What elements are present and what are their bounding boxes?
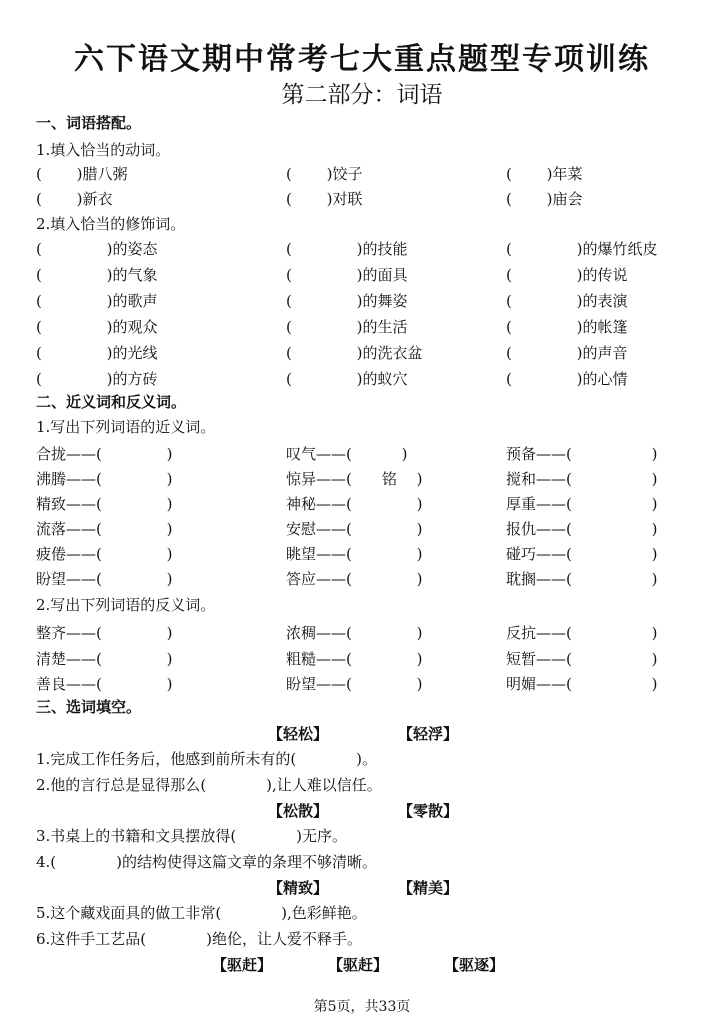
s1-q2-row <box>36 238 706 259</box>
word-blank[interactable]: 流落——( ) <box>36 520 173 538</box>
word-choice: 【松散】 <box>268 802 329 820</box>
fill-sentence[interactable]: 6.这件手工艺品( )绝伦，让人爱不释手。 <box>36 930 363 948</box>
section-1-heading: 一、词语搭配。 <box>36 114 142 132</box>
word-choice: 【轻松】 <box>268 725 329 743</box>
word-blank[interactable]: 沸腾——( ) <box>36 470 173 488</box>
word-blank[interactable]: 耽搁——( ) <box>506 570 658 588</box>
word-choice: 【精美】 <box>398 879 459 897</box>
blank-item[interactable]: ( )的声音 <box>506 344 628 362</box>
blank-item[interactable]: ( )的方砖 <box>36 370 158 388</box>
page-title: 六下语文期中常考七大重点题型专项训练 <box>74 42 650 77</box>
fill-sentence[interactable]: 5.这个藏戏面具的做工非常( ),色彩鲜艳。 <box>36 904 367 922</box>
s2-question-2: 2.写出下列词语的反义词。 <box>36 596 216 614</box>
blank-item[interactable]: ( )的舞姿 <box>286 292 408 310</box>
s2-q1-row <box>36 493 706 514</box>
word-blank[interactable]: 明媚——( ) <box>506 675 658 693</box>
word-blank[interactable]: 报仇——( ) <box>506 520 658 538</box>
word-blank[interactable]: 厚重——( ) <box>506 495 658 513</box>
blank-item[interactable]: ( )的爆竹纸皮 <box>506 240 658 258</box>
blank-item[interactable]: ( )的心情 <box>506 370 628 388</box>
blank-item[interactable]: ( )的表演 <box>506 292 628 310</box>
section-3-heading: 三、选词填空。 <box>36 698 142 716</box>
word-blank[interactable]: 安慰——( ) <box>286 520 423 538</box>
word-blank[interactable]: 搅和——( ) <box>506 470 658 488</box>
word-blank[interactable]: 叹气——( ) <box>286 445 408 463</box>
blank-item[interactable]: ( )庙会 <box>506 190 583 208</box>
blank-item[interactable]: ( )对联 <box>286 190 363 208</box>
s1-q1-row <box>36 163 706 184</box>
blank-item[interactable]: ( )的姿态 <box>36 240 158 258</box>
s1-question-1: 1.填入恰当的动词。 <box>36 141 171 159</box>
s1-q1-row <box>36 188 706 209</box>
word-blank[interactable]: 善良——( ) <box>36 675 173 693</box>
s1-question-2: 2.填入恰当的修饰词。 <box>36 215 186 233</box>
word-blank[interactable]: 整齐——( ) <box>36 624 173 642</box>
s1-q2-row <box>36 264 706 285</box>
word-blank[interactable]: 清楚——( ) <box>36 650 173 668</box>
word-choice: 【驱逐】 <box>444 956 505 974</box>
word-blank[interactable]: 惊异——( 铭 ) <box>286 470 423 488</box>
blank-item[interactable]: ( )的蚁穴 <box>286 370 408 388</box>
word-blank[interactable]: 浓稠——( ) <box>286 624 423 642</box>
blank-item[interactable]: ( )的帐篷 <box>506 318 628 336</box>
word-blank[interactable]: 合拢——( ) <box>36 445 173 463</box>
word-blank[interactable]: 眺望——( ) <box>286 545 423 563</box>
s2-q1-row <box>36 568 706 589</box>
word-blank[interactable]: 碰巧——( ) <box>506 545 658 563</box>
fill-sentence[interactable]: 1.完成工作任务后，他感到前所未有的( )。 <box>36 750 378 768</box>
word-blank[interactable]: 精致——( ) <box>36 495 173 513</box>
s2-q2-row <box>36 648 706 669</box>
s2-q2-row <box>36 622 706 643</box>
blank-item[interactable]: ( )的面具 <box>286 266 408 284</box>
word-blank[interactable]: 盼望——( ) <box>36 570 173 588</box>
s2-q1-row <box>36 518 706 539</box>
s2-q1-row <box>36 543 706 564</box>
word-choice: 【驱赶】 <box>328 956 389 974</box>
s2-question-1: 1.写出下列词语的近义词。 <box>36 418 216 436</box>
blank-item[interactable]: ( )的观众 <box>36 318 158 336</box>
blank-item[interactable]: ( )的光线 <box>36 344 158 362</box>
word-blank[interactable]: 短暂——( ) <box>506 650 658 668</box>
word-blank[interactable]: 反抗——( ) <box>506 624 658 642</box>
s1-q2-row <box>36 316 706 337</box>
word-blank[interactable]: 预备——( ) <box>506 445 658 463</box>
word-blank[interactable]: 答应——( ) <box>286 570 423 588</box>
word-blank[interactable]: 疲倦——( ) <box>36 545 173 563</box>
blank-item[interactable]: ( )腊八粥 <box>36 165 128 183</box>
blank-item[interactable]: ( )的歌声 <box>36 292 158 310</box>
page-footer: 第5页，共33页 <box>313 999 411 1015</box>
blank-item[interactable]: ( )新衣 <box>36 190 113 208</box>
word-choice: 【精致】 <box>268 879 329 897</box>
blank-item[interactable]: ( )的生活 <box>286 318 408 336</box>
word-blank[interactable]: 盼望——( ) <box>286 675 423 693</box>
fill-sentence[interactable]: 2.他的言行总是显得那么( ),让人难以信任。 <box>36 776 382 794</box>
word-choice: 【轻浮】 <box>398 725 459 743</box>
page-subtitle: 第二部分：词语 <box>281 82 443 108</box>
blank-item[interactable]: ( )饺子 <box>286 165 363 183</box>
blank-item[interactable]: ( )的技能 <box>286 240 408 258</box>
s1-q2-row <box>36 368 706 389</box>
s2-q2-row <box>36 673 706 694</box>
blank-item[interactable]: ( )的气象 <box>36 266 158 284</box>
section-2-heading: 二、近义词和反义词。 <box>36 393 187 411</box>
s1-q2-row <box>36 290 706 311</box>
word-choice: 【零散】 <box>398 802 459 820</box>
blank-item[interactable]: ( )的传说 <box>506 266 628 284</box>
word-blank[interactable]: 粗糙——( ) <box>286 650 423 668</box>
s1-q2-row <box>36 342 706 363</box>
fill-sentence[interactable]: 3.书桌上的书籍和文具摆放得( )无序。 <box>36 827 348 845</box>
s2-q1-row <box>36 468 706 489</box>
blank-item[interactable]: ( )的洗衣盆 <box>286 344 423 362</box>
fill-sentence[interactable]: 4.( )的结构使得这篇文章的条理不够清晰。 <box>36 853 378 871</box>
word-choice: 【驱赶】 <box>212 956 273 974</box>
blank-item[interactable]: ( )年菜 <box>506 165 583 183</box>
s2-q1-row <box>36 443 706 464</box>
word-blank[interactable]: 神秘——( ) <box>286 495 423 513</box>
